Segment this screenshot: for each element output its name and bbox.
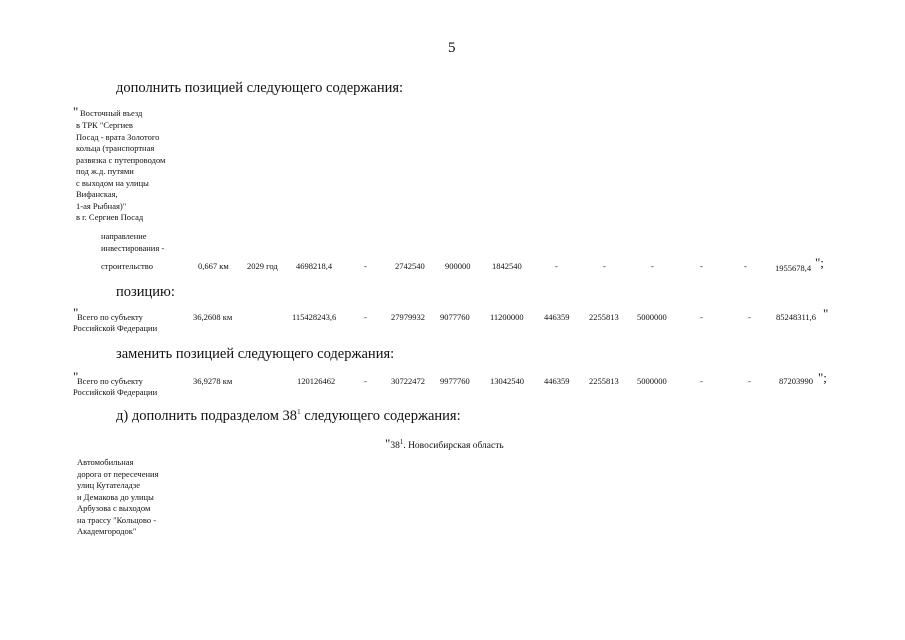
cell-c6: - [603, 261, 606, 271]
open-quote: " [73, 104, 79, 119]
row-label: строительство [101, 261, 153, 271]
cell-c4: 13042540 [490, 376, 524, 386]
investment-direction [101, 231, 164, 254]
cell-c2: 27979932 [391, 312, 425, 322]
cell-c2: 30722472 [391, 376, 425, 386]
object-line: дорога от пересечения [77, 468, 159, 479]
object-line: Автомобильная [77, 457, 134, 467]
object-line: Академгородок" [77, 526, 137, 536]
closing-quote: " [823, 306, 829, 321]
label-line: Всего по субъекту [77, 376, 143, 386]
direction-line: направление [101, 231, 147, 241]
object-description-cont [76, 120, 165, 224]
cell-c5: - [555, 261, 558, 271]
subsection-number: 38 [390, 441, 400, 451]
subsection-title [385, 436, 504, 452]
cell-last: 1955678,4 [775, 263, 812, 273]
label-line: Российской Федерации [73, 323, 158, 333]
cell-c4: 1842540 [492, 261, 522, 271]
object-line: Восточный въезд [80, 108, 143, 118]
object-line: Посад - врата Золотого [76, 131, 160, 142]
cell-c8: - [700, 376, 703, 386]
cell-c7: 5000000 [637, 376, 667, 386]
object-line: на трассу "Кольцово - [77, 514, 157, 525]
open-quote: " [385, 436, 391, 451]
cell-c8: - [700, 261, 703, 271]
row-label [77, 312, 143, 324]
direction-line: инвестирования - [101, 242, 165, 253]
cell-total: 115428243,6 [292, 312, 337, 322]
cell-length: 36,2608 км [193, 312, 233, 322]
heading-replace-position: заменить позицией следующего содержания: [116, 346, 395, 362]
closing-quote: "; [815, 255, 824, 270]
cell-c6: 2255813 [589, 376, 619, 386]
closing-quote: "; [818, 370, 827, 385]
heading-add-position: дополнить позицией следующего содержания: [116, 80, 404, 96]
object-line: Вифанская, [76, 189, 118, 199]
open-quote: " [73, 369, 79, 384]
cell-length: 0,667 км [198, 261, 229, 271]
cell-c1: - [364, 376, 367, 386]
object2-description [77, 457, 159, 538]
cell-total: 4698218,4 [296, 261, 333, 271]
cell-year: 2029 год [247, 261, 278, 271]
label-line: Российской Федерации [73, 387, 158, 397]
heading-suffix: следующего содержания: [300, 408, 461, 424]
cell-c4: 11200000 [490, 312, 524, 322]
row-label-cont [73, 323, 157, 335]
object-description [80, 108, 142, 120]
subsection-name: . Новосибирская область [403, 441, 504, 451]
object-line: в ТРК "Сергиев [76, 120, 133, 130]
cell-c9: - [748, 312, 751, 322]
open-quote: " [73, 305, 79, 320]
object-line: и Демакова до улицы [77, 491, 154, 502]
object-line: в г. Сергиев Посад [76, 212, 144, 222]
object-line: с выходом на улицы [76, 177, 149, 188]
object-line: улиц Кутателадзе [77, 480, 141, 490]
cell-length: 36,9278 км [193, 376, 233, 386]
cell-total: 120126462 [297, 376, 336, 386]
heading-sup: 1 [297, 408, 301, 417]
cell-c3: 900000 [445, 261, 471, 271]
cell-c9: - [744, 261, 747, 271]
cell-c3: 9977760 [440, 376, 470, 386]
subsection-sup: 1 [399, 437, 404, 446]
cell-c2: 2742540 [395, 261, 425, 271]
cell-last: 87203990 [779, 376, 813, 386]
cell-last: 85248311,6 [776, 312, 817, 322]
heading-position: позицию: [116, 284, 175, 300]
cell-c8: - [700, 312, 703, 322]
object-line: кольца (транспортная [76, 143, 155, 153]
cell-c1: - [364, 261, 367, 271]
object-line: под ж.д. путями [76, 166, 134, 176]
row-label-cont [73, 387, 157, 399]
label-line: Всего по субъекту [77, 312, 143, 322]
object-line: развязка с путепроводом [76, 154, 166, 165]
cell-c6: 2255813 [589, 312, 619, 322]
heading-add-subsection [116, 408, 461, 425]
cell-c1: - [364, 312, 367, 322]
cell-c9: - [748, 376, 751, 386]
cell-c5: 446359 [544, 312, 570, 322]
cell-c7: 5000000 [637, 312, 667, 322]
object-line: Арбузова с выходом [77, 503, 151, 513]
object-line: 1-ая Рыбная)" [76, 200, 127, 211]
page-number: 5 [448, 40, 456, 56]
cell-c3: 9077760 [440, 312, 470, 322]
cell-c7: - [651, 261, 654, 271]
cell-c5: 446359 [544, 376, 570, 386]
row-label [77, 376, 143, 388]
heading-prefix: д) дополнить подразделом 38 [116, 408, 298, 424]
